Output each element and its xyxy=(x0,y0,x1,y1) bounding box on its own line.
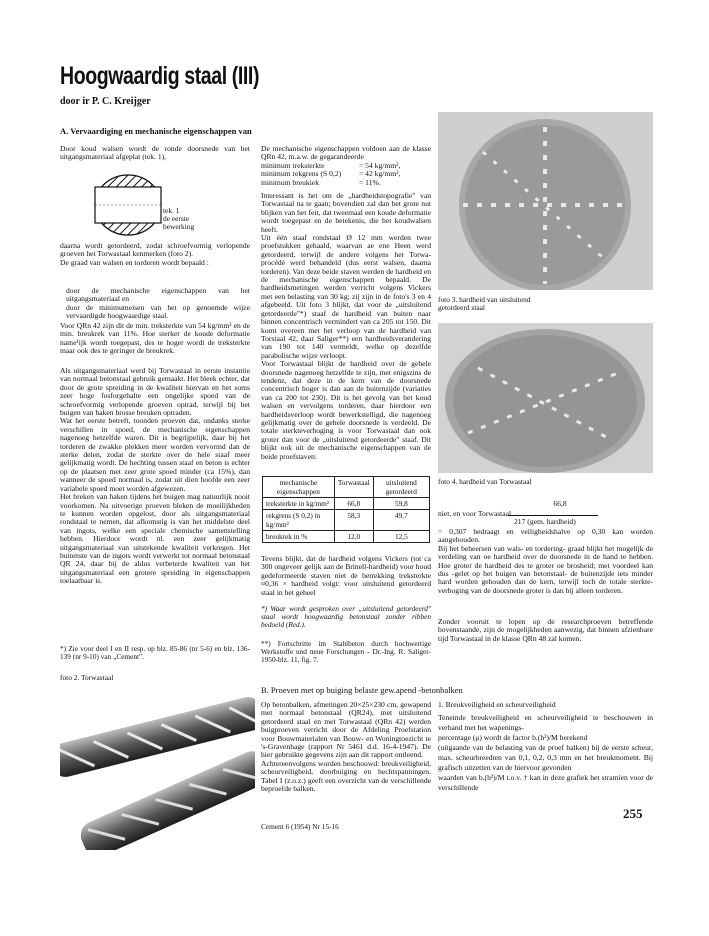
spec-list xyxy=(261,162,431,187)
page-number: 255 xyxy=(623,806,643,821)
citation: Cement 6 (1954) Nr 15-16 xyxy=(261,822,339,831)
table-cell: 58,3 xyxy=(334,510,373,531)
spec-value: = 11%. xyxy=(359,177,381,187)
table-cell: rekgrens (S 0,2) in kg/mm² xyxy=(263,510,335,531)
formula-fraction-bar xyxy=(508,515,598,516)
foto3-caption: foto 3. hardheid van uitsluitend getordeerd staal xyxy=(438,295,531,313)
table-cell: 49,7 xyxy=(373,510,429,531)
table-row xyxy=(263,531,430,543)
table-cell: breukrek in % xyxy=(263,531,335,543)
col1-paragraph-2: Voor QRn 42 zijn dit de min. treksterkte van 54 kg/mm² en de min. breukrek van 11%. Hoe sterker de koude deformatie name¹ijk wordt toegepast, des te hoger wordt de treksterkte maar ook des te geringer de breukrek. xyxy=(60,321,250,356)
col1-intro: Door koud walsen wordt de ronde doorsnede van het uitgangsmateriaal afgeplat (tek. 1), xyxy=(60,144,250,162)
col3-paragraph-1: = 0,307 bedraagt en veiligheidshalve op 0,30 kan worden aangehouden. Bij het beheersen van wals- en tordering- graad blijkt het mogelijk de verdeling van oe hardheid over de doorsnede in de hand te hebben. Hoe groter de hardheid des te groter oe brosheid; met voordeel kan dus -gelet op het buigen van betonstaal- de buitenzijde iets minder hard worden gehouden dan de kern, terwijl toch de totale sterkte-verhoging van de doorsnede groter is dan bij alleen torderen. xyxy=(438,527,653,595)
col1-list: door de mechanische eigenschappen van het uitgangsmateriaal en door de minimumeisen van het op genoemde wijze vervaardigde hoogwaardige staal. xyxy=(66,286,250,321)
col2-note-2: **) Fortschritte im Stahlbeton durch hochwertige Werkstoffe und neue Forschungen - Dr.-Ing. R. Saliger- 1950-blz. 11, fig. 7. xyxy=(261,639,431,664)
col2-paragraph-2: Interessant is het om de „hardheidstopografie" van Torwastaal na te gaan; bovendien zal dan het grote nut blijken van het feit, dat tweemaal een koude deformatie wordt toegepast en de betekenis, die het koudwalsen heeft. Uit één staaf rondstaal Ø 12 mm werden twee proefstukken gehaald, waarvan ae ene Heen werd getordeerd, terwijl de andere volgens het Torwa-procédé werd behandeld (dus eerst walsen, daarna torderen). Van deze beide staven werden de hardheid en de mechanische eigenschappen bepaald. De hardheidsmetingen werden verricht volgens Vickers met een belasting van 30 kg; zij zijn in de foto's 3 en 4 afgebeeld. Uit foto 3 blijkt, dat voor de „uitsluitend getordeerde"*) staaf de hardheid van buiten naar binnen concentrisch vermindert van ca 205 tot 150. Dit komt overeen met het verloop van de hardheid van Torstaal 42, daar Saliger**) een hardheidsverandering van 190 tot 140 vermeldt, welke op dezelfde parabolische wijze verloopt. Voor Torwastaal blijkt de hardheid over de gehele doorsnede nagenoeg hetzelfde te zijn, met enigszins de tendenz, dat deze in de kern van de doorsnede concentrisch hoger is dan aan de buitenzijde (variaties van ca 200 tot 230). Dit is het gevolg van het koud walsen en vervolgens torderen, daar hierdoor een hardheidsverloop wordt bewerkstelligd, die nagenoeg gelijkmatig over de gehele doorsnede is verdeeld. De totale sterkteverhoging is voor Torwastaal dan ook groter dan voor de „uitsluitend getordeerde" staaf. Dit blijkt ook uit de mechanische eigenschappen van de beide proefstaven: xyxy=(261,191,431,461)
spec-value: = 42 kg/mm², xyxy=(359,169,401,179)
article-author: door ir P. C. Kreijger xyxy=(60,96,151,107)
spec-value: = 54 kg/mm², xyxy=(359,161,401,170)
col3-paragraph-2: Zonder vooruit te lopen op de researchproeven betreffende bovenstaande, zijn de mogelijkheden aanwezig, dat binnen afzienbare tijd Torwastaal in de klasse QRn 48 zal komen. xyxy=(438,617,653,643)
foto4-caption: foto 4. hardheid van Torwastaal xyxy=(438,477,532,486)
table-cell: 66,8 xyxy=(334,498,373,510)
section-b-col3: Teneinde breukveiligheid en scheurveiligheid te beschouwen in verband met het wapenings- percentage (μ) wordt de factor b.(h²)/M berekend (uitgaande van de belasting van de proef balken) bij de eerste scheur, max. scheurbreedten van 0,1, 0,2, 0,3 mm en het breukmoment. Bij grafisch uitzetten van de hiervoor gevonden waarden van b.(h²)/M t.o.v. † kan in deze grafiek het stramien voor de verschillende xyxy=(438,713,653,792)
spec-label: minimum treksterkte xyxy=(261,161,325,170)
col1-paragraph-1: daarna wordt getordeerd, zodat schroefvormig verlopende groeven het Torwastaal kenmerken (foto 2). De graad van walsen en torderen wordt bepaald : xyxy=(60,241,250,267)
section-b-heading: B. Proeven met op buiging belaste gew.apend -betonbalken xyxy=(261,685,463,695)
col2-note-1: *) Waar wordt gesproken over „uitsluitend getordeerd" staal wordt hoogwaardig betonstaal zonder ribben bedoeld (Red.). xyxy=(261,604,431,629)
table-header: Torwastaal xyxy=(334,477,373,498)
table-cell: treksterkte in kg/mm² xyxy=(263,498,335,510)
formula-denominator: 217 (gem. hardheid) xyxy=(514,517,576,526)
table-cell: 12,5 xyxy=(373,531,429,543)
properties-table xyxy=(262,476,430,543)
col2-paragraph-3: Tevens blijkt, dat de hardheid volgens Vickers (tot ca 300 ongeveer gelijk aan de Brinell-hardheid) voor houd gedeformeerde staven niet de betrekking treksterkte ≈0,36 × hardheid volgt: voor uitsluitend getordeerd staal in het geheel xyxy=(261,554,431,597)
foto4-hardness-photo xyxy=(438,323,653,473)
col1-footnote: *) Zie voor deel I en II resp. op blz. 85-86 (nr 5-6) en blz. 136-139 (nr 9-10) van „Cement". xyxy=(60,644,250,661)
foto2-torwastaal-photo xyxy=(60,690,255,850)
col2-paragraph-1: De mechanische eigenschappen voldoen aan de klasse QRn 42, m.a.w. de gegarandeerde xyxy=(261,144,431,162)
formula-numerator: 66,8 xyxy=(553,499,567,508)
section-b-col2: Op betonbalken, afmetingen 20×25×230 cm, gewapend met normaal betonstaal (QR24), met uitsluitend getordeerd staal en met Torwastaal (QRn 42) werden buigproeven verricht door de Afdeling Proefstation voor Bouwmaterialen van Bouw- en Woningtoezicht te 's-Gravenhage (rapport Nr 5461 d.d. 16-4-1947). De hier gebruikte gegevens zijn aan dit rapport ontleend. Achtereenvolgens worden beschouwd: breukveiligheid, scheurveiligheid, doorbuiging en hechtspanningen. Tabel I (z.o.z.) geeft een overzicht van de verschillende beproefde balken. xyxy=(261,700,431,794)
table-cell: 12,0 xyxy=(334,531,373,543)
section-a-heading: A. Vervaardiging en mechanische eigenschappen van xyxy=(60,126,252,136)
figure-tek1 xyxy=(90,170,170,240)
table-cell: 59,8 xyxy=(373,498,429,510)
table-header: uitsluitend getordeerd xyxy=(373,477,429,498)
foto2-caption: foto 2. Torwastaal xyxy=(60,673,114,682)
section-b-col3-title: 1. Breukveiligheid en scheurveiligheid xyxy=(438,700,556,709)
table-row xyxy=(263,498,430,510)
foto3-hardness-photo xyxy=(438,112,653,290)
figure-tek1-label: tek. 1 de eerste bewerking xyxy=(163,206,195,232)
table-header: mechanische eigenschappen xyxy=(263,477,335,498)
formula-lead: niet, en voor Torwastaal . xyxy=(438,509,515,518)
spec-label: minimum breukiek xyxy=(261,177,319,187)
col1-paragraph-3: Als uitgangsmateriaal werd bij Torwastaal in eerste instantie van normaal betonstaal gebruik gemaakt. Het bleek echter, dat door de grote spreiding in de kwaliteit hiervan en het soms zeer hoge fosforgehalte een ongelijke spoed van de schroefvormig verlopende groeven optrad, terwijl bij het buigen van haken brosse breuken optraden. Wat het eerste betreft, toonden proeven dat, ondanks sterke verschillen in spoed, de mechanische eigenschappen nagenoeg hetzelfde waren. Dit is begrijpelijk, daar bij het torderen de zwakke plekken meer worden vervormd dan de sterke delen, zodat de sterkte over de hele staaf meer gelijkmatig wordt. De hechting tussen staaf en beton is echter op de plaatsen met zeer grote spoed minder (ca 15%), dan wanneer de spoed normaal is, zodat uit dien hoofde een zeer variabele spoed moet worden afgewezen. Het breken van haken tijdens het buigen mag natuurlijk nooit voorkomen. Na uitvoerige proeven bleken de moeilijkheden te kunnen worden opgelost, door als uitgangsmateriaal rondstaal te nemen, dat afkomstig is van het middelste deel van ingots, welke een speciale chemische samenstelling hebben. Hierdoor wordt nl. een zeer gelijkmatig uitgangsmateriaal van uitstekende kwaliteit verkregen. Het buitenste van de ingots wordt verwerkt tot normaal betonstaal QR 24, daar bij de aldus verbeterde kwaliteit van het uitgangsmateriaal een grotere spreiding in eigenschappen toelaatbaar is. xyxy=(60,366,250,586)
table-row xyxy=(263,510,430,531)
article-title: Hoogwaardig staal (III) xyxy=(60,62,260,90)
spec-label: minimum rekgrens (S 0,2) xyxy=(261,169,342,179)
